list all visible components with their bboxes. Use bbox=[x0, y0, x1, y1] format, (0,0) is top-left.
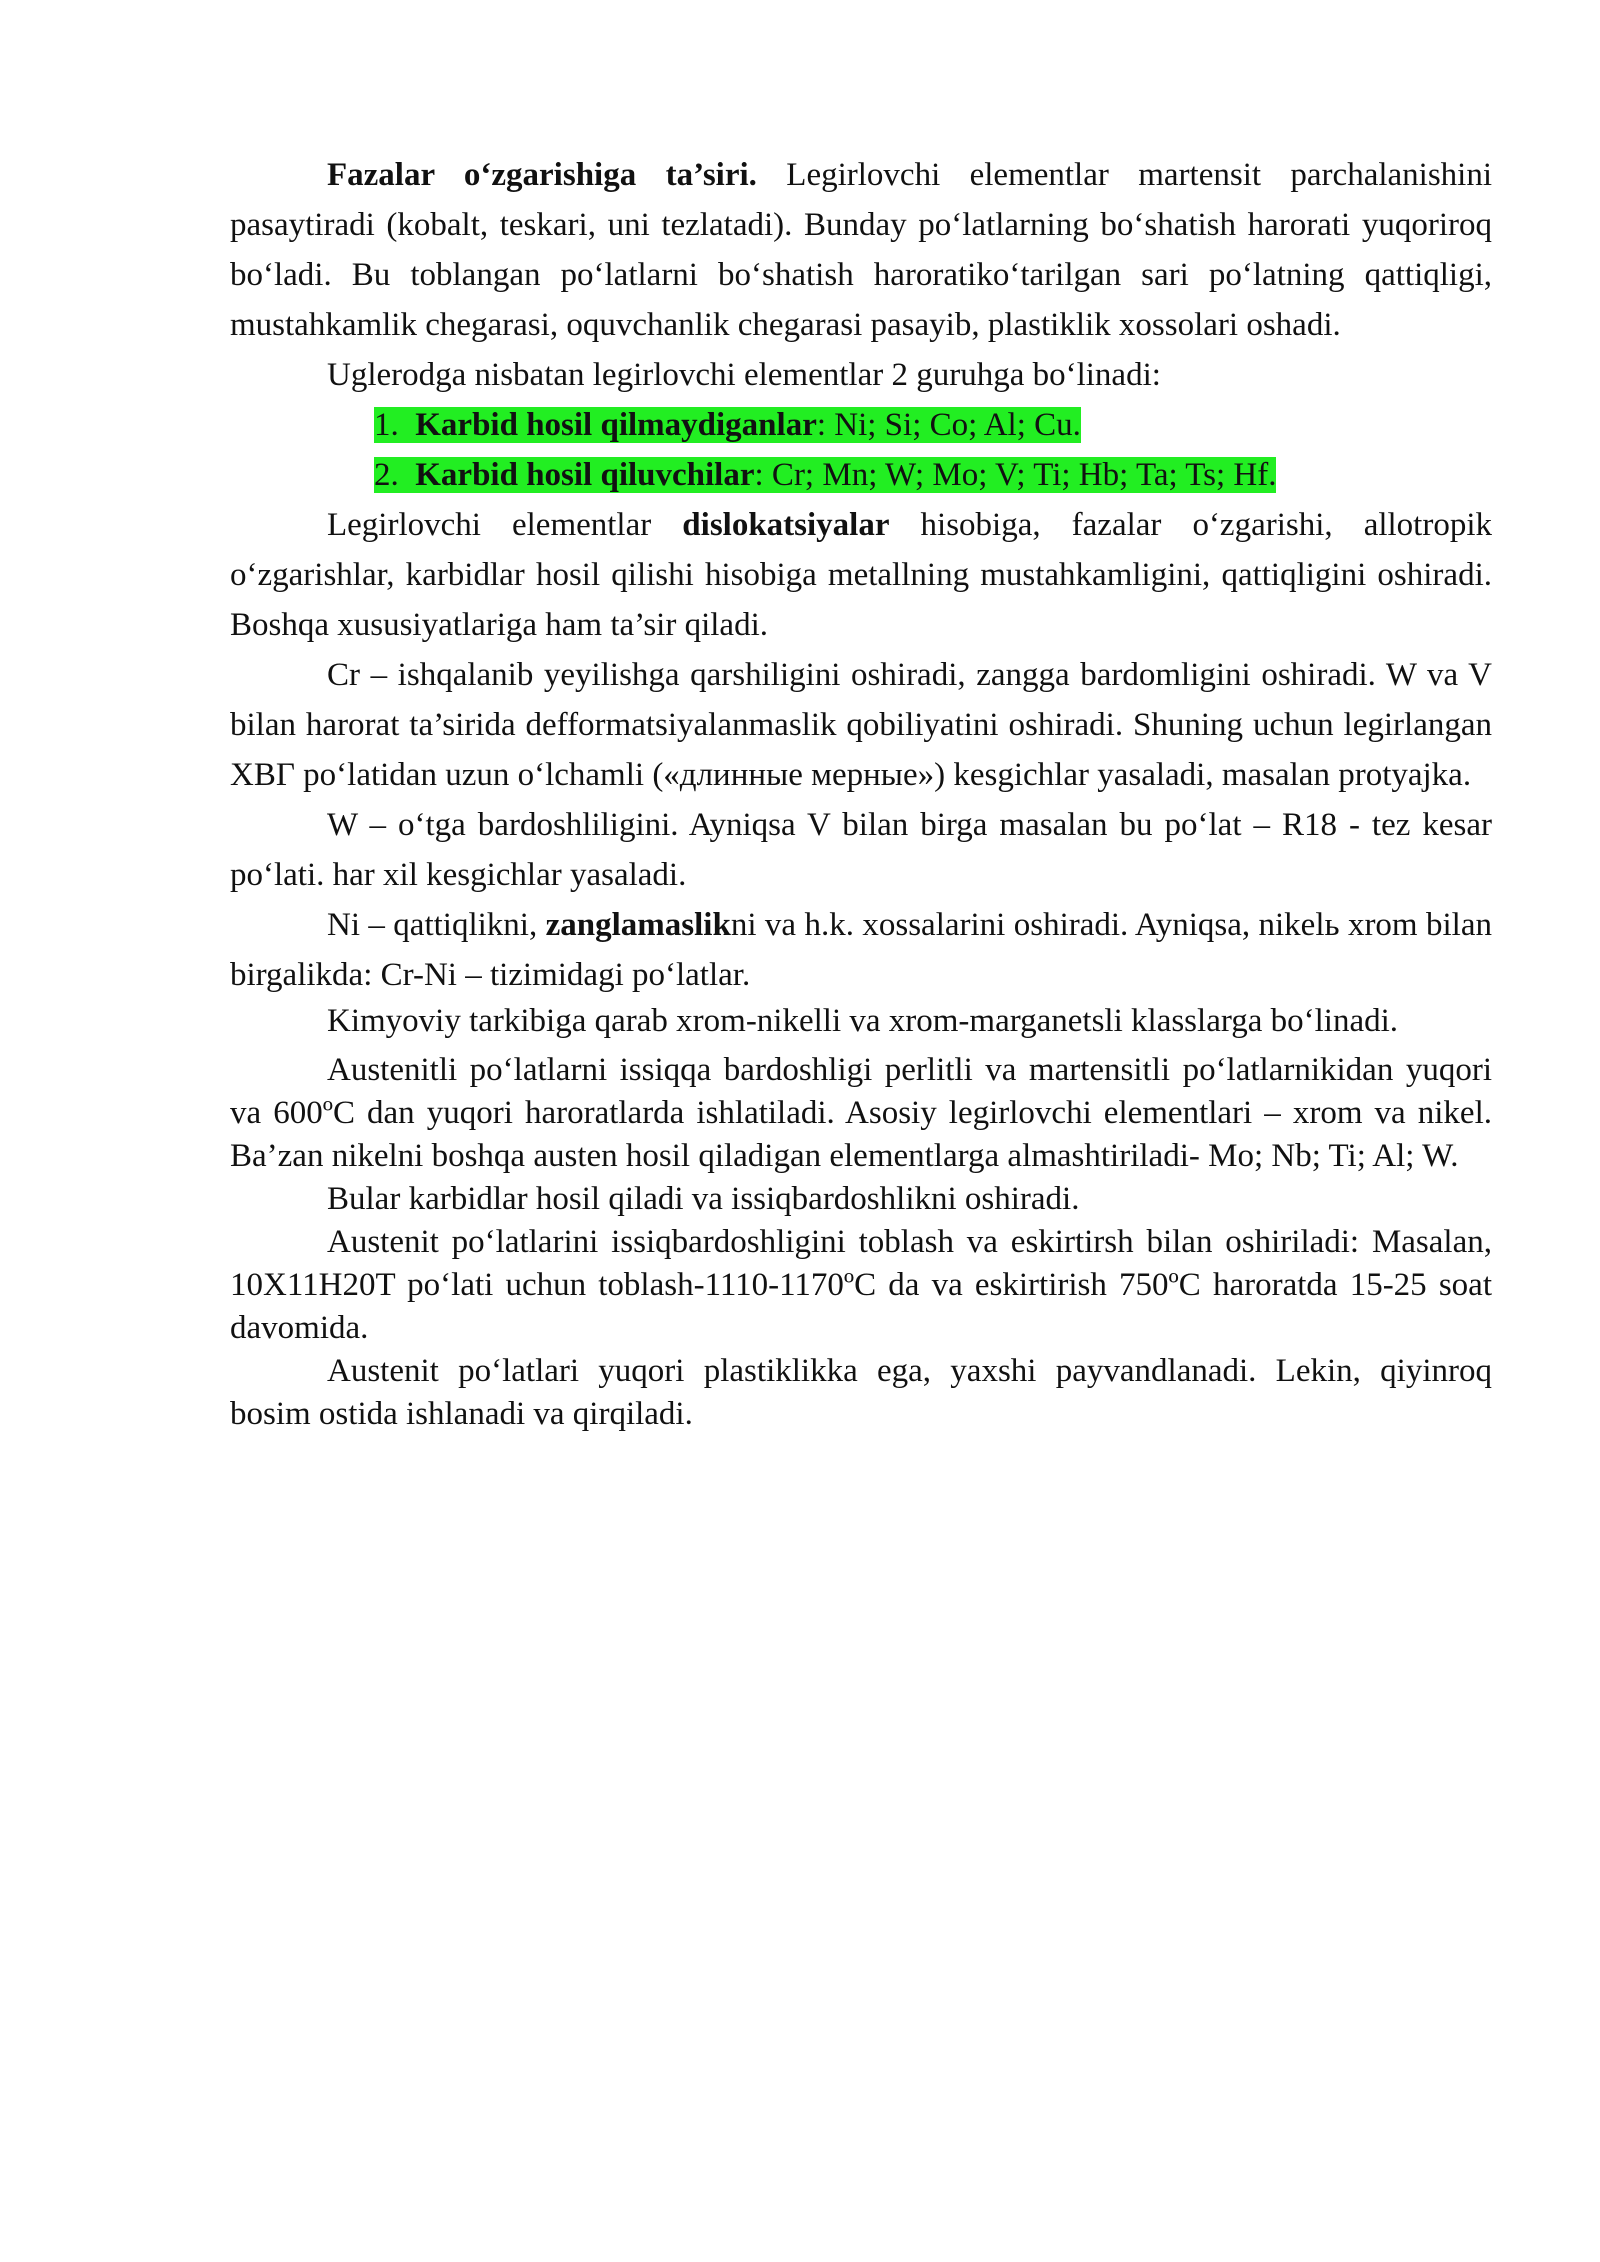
paragraph-dislocations-a: Legirlovchi elementlar bbox=[327, 507, 683, 543]
heading-phase-changes: Fazalar o‘zgarishiga ta’siri. bbox=[327, 157, 757, 193]
list-item bbox=[230, 450, 1492, 500]
list-item-bold-rest: iluvchilar bbox=[618, 457, 755, 493]
paragraph-tungsten: W – o‘tga bardoshliligini. Ayniqsa V bilan birga masalan bu po‘lat – R18 - tez kesar po‘lati. har xil kesgichlar yasaladi. bbox=[230, 807, 1492, 893]
bold-dislocations: dislokatsiyalar bbox=[682, 507, 890, 543]
list-number: 1. bbox=[374, 407, 399, 443]
highlight-mark bbox=[374, 457, 1276, 493]
paragraph-dislocations bbox=[230, 500, 1492, 650]
paragraph-phase-changes bbox=[230, 150, 1492, 350]
list-item-rest: : Ni; Si; Co; Al; Cu. bbox=[816, 407, 1081, 443]
paragraph-austenitic: Austenitli po‘latlarni issiqqa bardoshligi perlitli va martensitli po‘latlarnikidan yuqori va 600ºC dan yuqori haroratlarda ishlatiladi. Asosiy legirlovchi elementlari – xrom va nikel. Ba’zan nikelni boshqa austen hosil qiladigan elementlarga almashtiriladi- Mo; Nb; Ti; Al; W. bbox=[230, 1052, 1492, 1174]
paragraph-heat-resistance: Austenit po‘latlarini issiqbardoshligini toblash va eskirtirsh bilan oshiriladi: Masalan, 10X11H20T po‘lati uchun toblash-1110-1170ºC da va eskirtirish 750ºC haroratda 15-25 soat davomida. bbox=[230, 1224, 1492, 1346]
list-item-bold: Karbid hosil qilmaydiganlar bbox=[415, 407, 817, 443]
highlight-mark bbox=[374, 407, 1081, 443]
bold-corrosion: zanglamaslik bbox=[545, 907, 731, 943]
document-page bbox=[230, 150, 1492, 1436]
paragraph-phase-changes-text: Legirlovchi elementlar martensit parchalanishini pasaytiradi (kobalt, teskari, uni tezlatadi). Bunday po‘latlarning bo‘shatish harorati yuqoriroq bo‘ladi. Bu toblangan po‘latlarni bo‘shatish haroratiko‘tarilgan sari po‘latning qattiqligi, mustahkamlik chegarasi, oquvchanlik chegarasi pasayib, plastiklik xossolari oshadi. bbox=[230, 157, 1493, 343]
paragraph-classes: Kimyoviy tarkibiga qarab xrom-nikelli va xrom-marganetsli klasslarga bo‘linadi. bbox=[327, 1003, 1399, 1039]
list-item-rest: : Cr; Mn; W; Mo; V; Ti; Hb; Ta; Ts; Hf. bbox=[754, 457, 1277, 493]
paragraph-dislocations-b: hisobiga, fazalar o‘zgarishi, allotropik o‘zgarishlar, karbidlar hosil qilishi hisobiga metallning mustahkamligini, qattiqligini oshiradi. Boshqa xususiyatlariga ham ta’sir qiladi. bbox=[230, 507, 1492, 643]
paragraph-groups-intro: Uglerodga nisbatan legirlovchi elementlar 2 guruhga bo‘linadi: bbox=[327, 357, 1161, 393]
paragraph-plasticity: Austenit po‘latlari yuqori plastiklikka ega, yaxshi payvandlanadi. Lekin, qiyinroq bosim ostida ishlanadi va qirqiladi. bbox=[230, 1353, 1492, 1432]
paragraph-carbides: Bular karbidlar hosil qiladi va issiqbardoshlikni oshiradi. bbox=[327, 1181, 1080, 1217]
paragraph-nickel-b: ni va h.k. xossalarini oshiradi. Ayniqsa, nikelь xrom bilan birgalikda: Cr-Ni – tizimidagi po‘latlar. bbox=[230, 907, 1492, 993]
list-number: 2. bbox=[374, 457, 399, 493]
carbide-groups-list bbox=[230, 400, 1492, 500]
paragraph-chromium: Cr – ishqalanib yeyilishga qarshiligini oshiradi, zangga bardomligini oshiradi. W va V bilan harorat ta’sirida defformatsiyalanmaslik qobiliyatini oshiradi. Shuning uchun legirlangan ХВГ po‘latidan uzun o‘lchamli («длинные мерные») kesgichlar yasaladi, masalan protyajka. bbox=[230, 657, 1492, 793]
paragraph-nickel bbox=[230, 900, 1492, 1000]
paragraph-nickel-a: Ni – qattiqlikni, bbox=[327, 907, 546, 943]
list-item-bold: Karbid hosil q bbox=[415, 457, 619, 493]
list-item bbox=[230, 400, 1492, 450]
